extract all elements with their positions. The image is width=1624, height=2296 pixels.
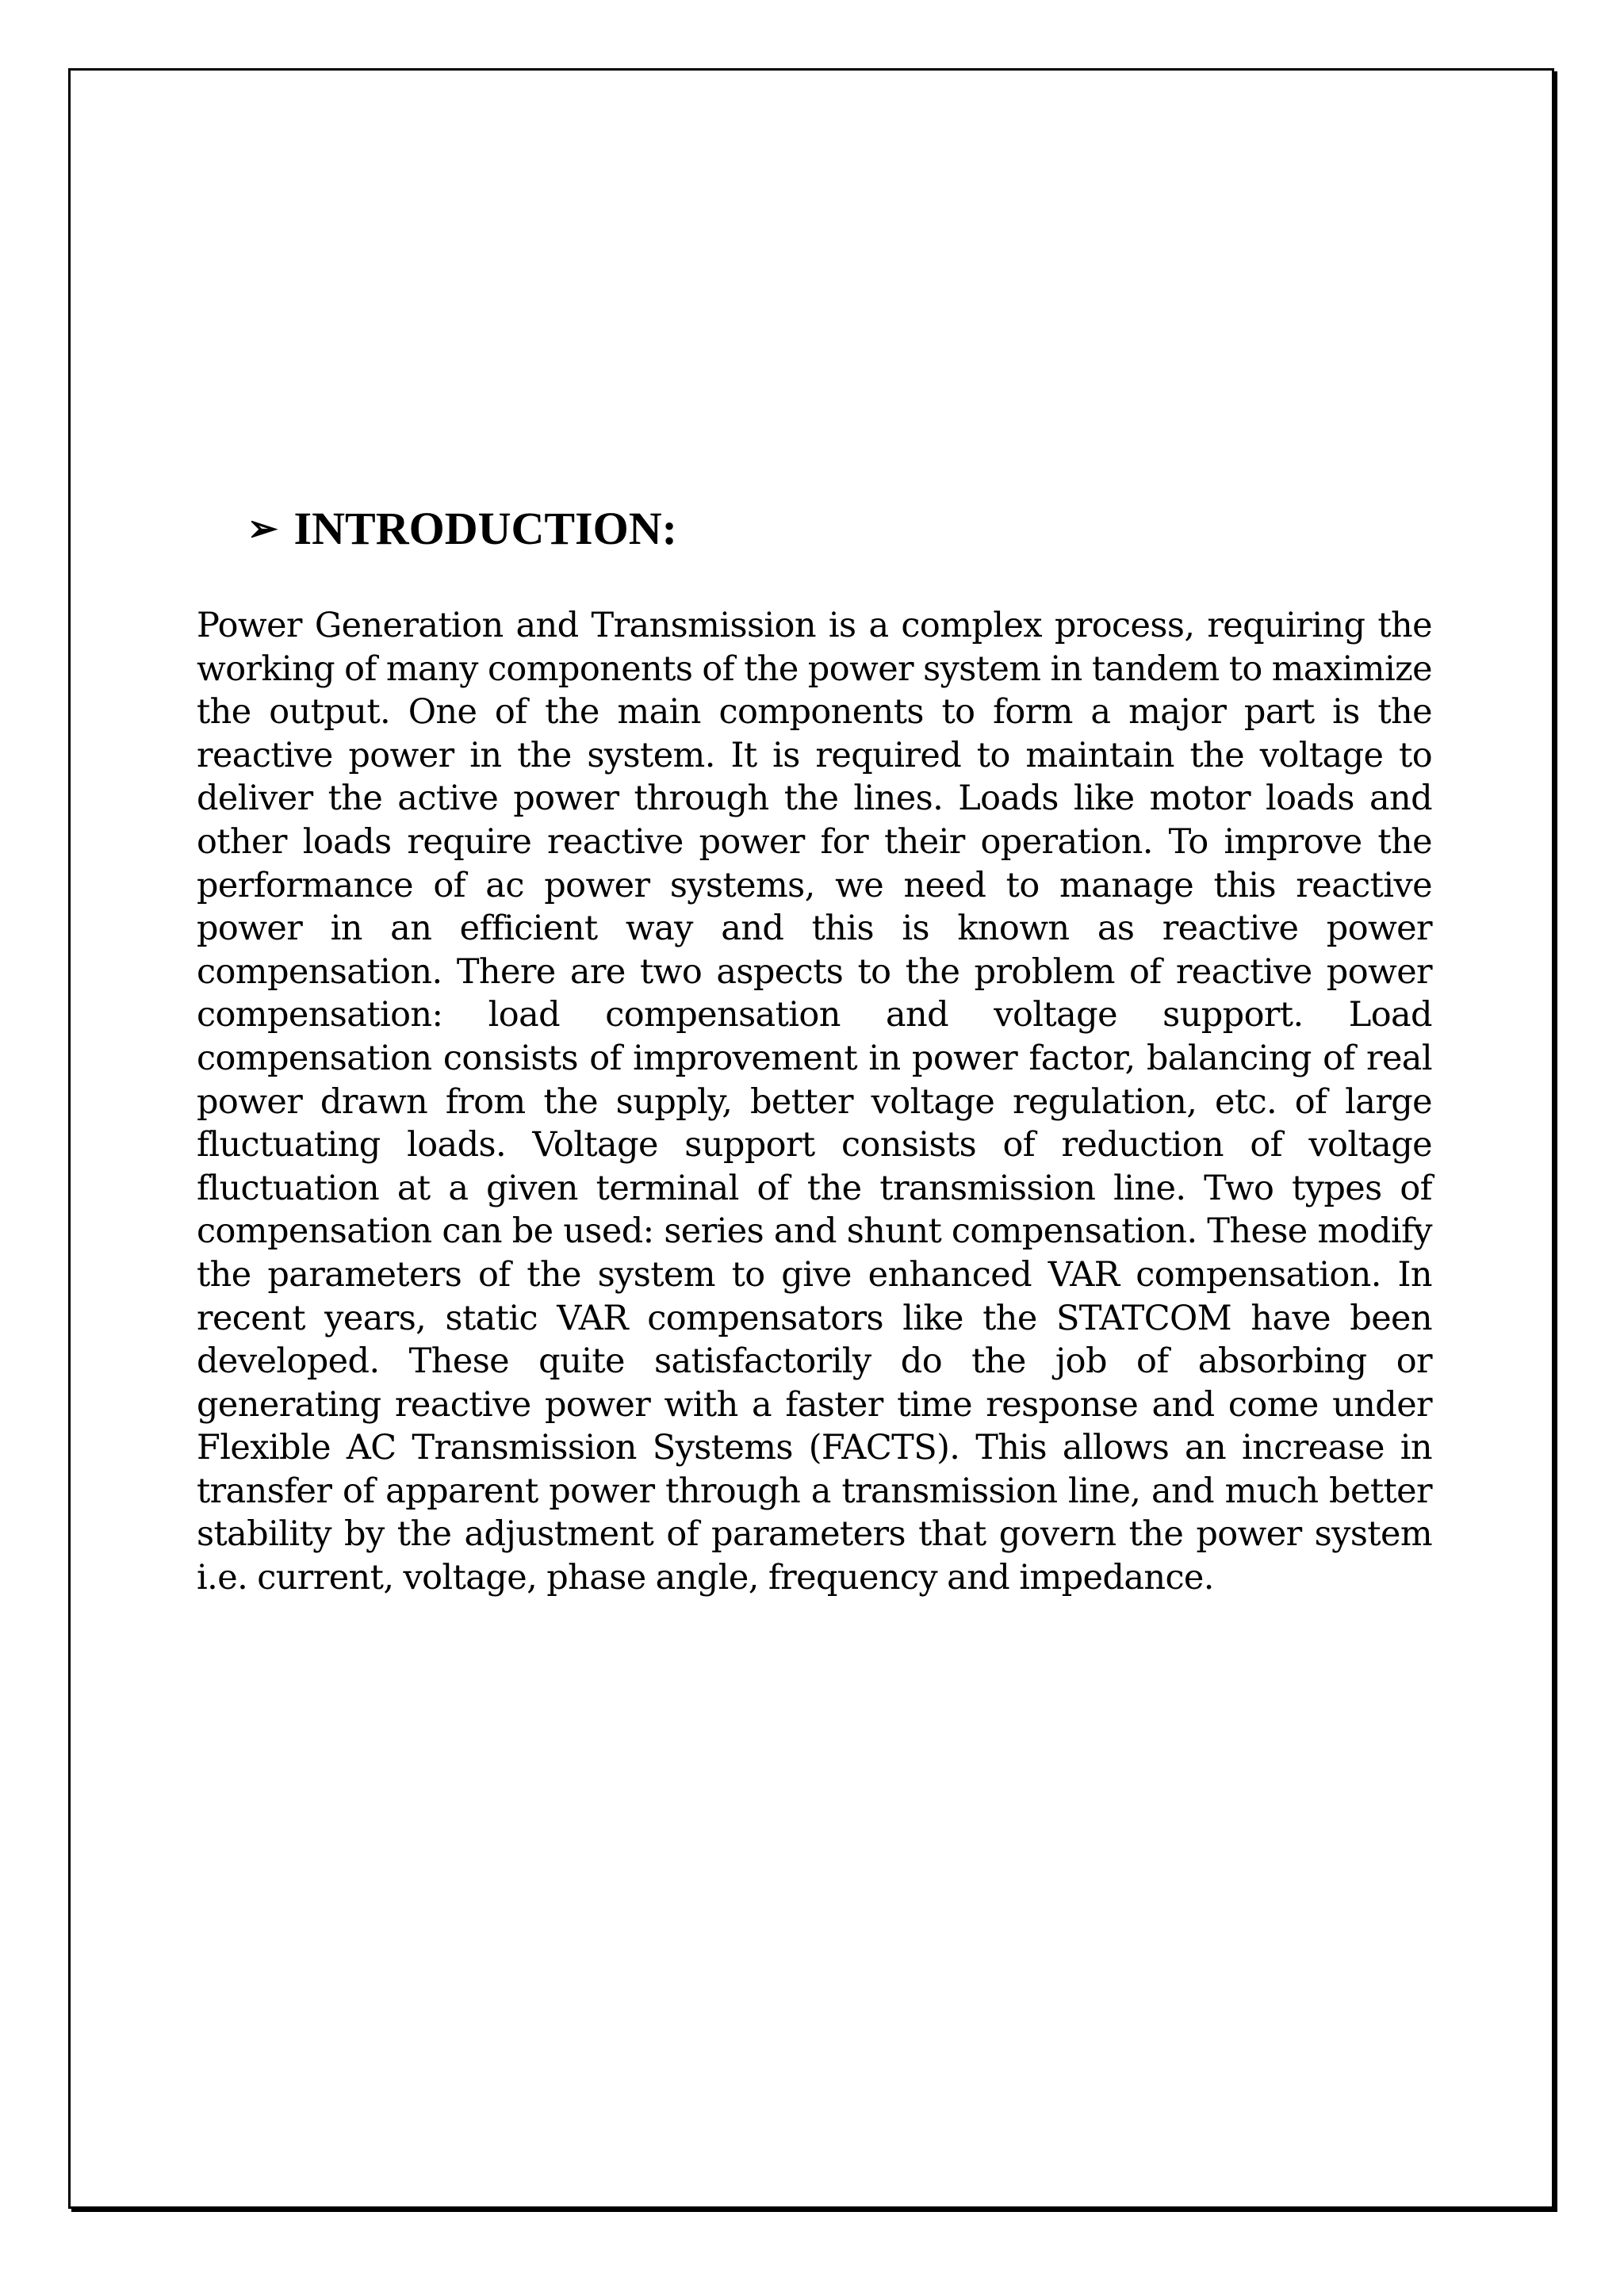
section-heading xyxy=(247,493,677,564)
introduction-paragraph: Power Generation and Transmission is a complex process, requiring the working of many components of the power system in tandem to maximize the output. One of the main components to form a major part is the reactive power in the system. It is required to maintain the voltage to deliver the active power through the lines. Loads like motor loads and other loads require reactive power for their operation. To improve the performance of ac power systems, we need to manage this reactive power in an efficient way and this is known as reactive power compensation. There are two aspects to the problem of reactive power compensation: load compensation and voltage support. Load compensation consists of improvement in power factor, balancing of real power drawn from the supply, better voltage regulation, etc. of large fluctuating loads. Voltage support consists of reduction of voltage fluctuation at a given terminal of the transmission line. Two types of compensation can be used: series and shunt compensation. These modify the parameters of the system to give enhanced VAR compensation. In recent years, static VAR compensators like the STATCOM have been developed. These quite satisfactorily do the job of absorbing or generating reactive power with a faster time response and come under Flexible AC Transmission Systems (FACTS). This allows an increase in transfer of apparent power through a transmission line, and much better stability by the adjustment of parameters that govern the power system i.e. current, voltage, phase angle, frequency and impedance. xyxy=(197,606,1432,1598)
arrow-bullet-icon: ➢ xyxy=(247,508,278,549)
section-title: INTRODUCTION: xyxy=(293,503,677,554)
